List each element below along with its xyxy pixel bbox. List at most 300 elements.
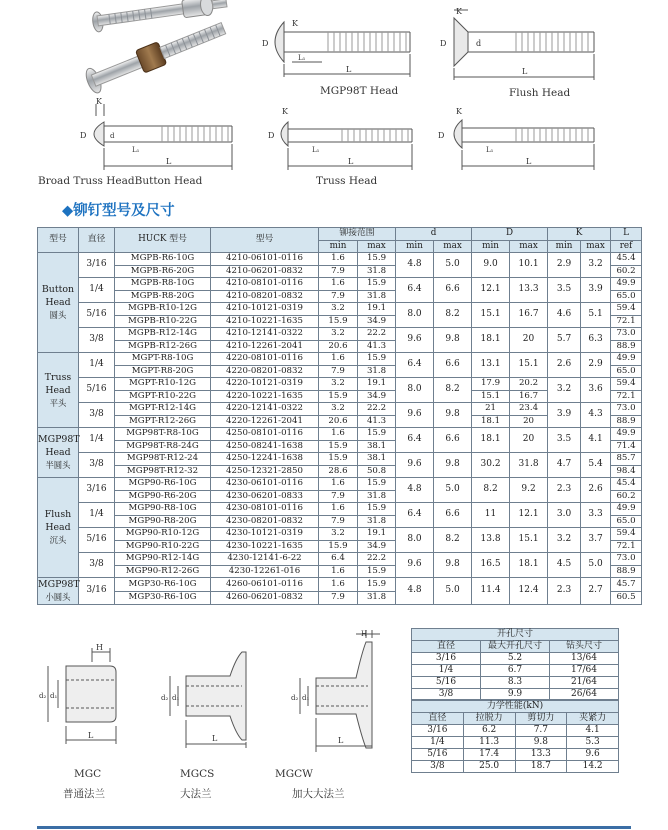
table-cell: 13/64 xyxy=(550,652,619,664)
mgcs-dim-d1: d₁ xyxy=(172,694,180,702)
truss-dim-L1-label: L₁ xyxy=(312,146,320,154)
d-max-cell: 8.2 xyxy=(434,303,472,328)
hole-header-dia: 直径 xyxy=(412,640,481,652)
K-max-cell: 3.6 xyxy=(581,378,611,403)
grip-min-cell: 1.6 xyxy=(319,253,358,266)
grip-max-cell: 15.9 xyxy=(358,565,396,578)
L-ref-cell: 45.7 xyxy=(611,578,642,592)
d-max-cell: 8.2 xyxy=(434,378,472,403)
table-row xyxy=(38,278,642,291)
huck-cell: MGPT-R10-22G xyxy=(115,390,211,403)
d-max-cell: 6.6 xyxy=(434,428,472,453)
header-L: L xyxy=(611,228,642,241)
d-min-cell: 4.8 xyxy=(396,478,434,503)
model-cell: 4210-10221-1635 xyxy=(211,315,319,328)
L-ref-cell: 59.4 xyxy=(611,528,642,541)
huck-cell: MGP90-R8-20G xyxy=(115,515,211,528)
model-cell: 4210-12141-0322 xyxy=(211,328,319,341)
huck-cell: MGP98T-R12-32 xyxy=(115,465,211,478)
K-min-cell: 3.9 xyxy=(548,403,581,428)
flush-dim-D-label: D xyxy=(440,39,447,48)
grip-min-cell: 7.9 xyxy=(319,490,358,503)
model-cell: 4220-08101-0116 xyxy=(211,353,319,366)
D-max-cell: 20 xyxy=(510,328,548,353)
mech-header-clamp: 夹紧力 xyxy=(567,713,619,725)
group-name-cell xyxy=(38,353,79,428)
grip-min-cell: 3.2 xyxy=(319,403,358,416)
broad-dim-D-label: D xyxy=(80,131,87,140)
mgc-dim-d2: d₂ xyxy=(39,692,47,700)
table-row xyxy=(38,503,642,516)
d-min-cell: 6.4 xyxy=(396,503,434,528)
broad-dim-d-label: d xyxy=(110,132,115,140)
flush-dim-L-label: L xyxy=(522,67,528,76)
header-D-max: max xyxy=(510,240,548,253)
table-cell: 25.0 xyxy=(463,760,515,772)
button-dim-L-label: L xyxy=(526,157,532,166)
table-cell: 1/4 xyxy=(412,664,481,676)
grip-min-cell: 7.9 xyxy=(319,290,358,303)
model-cell: 4250-12241-1638 xyxy=(211,453,319,466)
D-min-cell: 18.1 xyxy=(472,328,510,353)
D-min-cell: 13.8 xyxy=(472,528,510,553)
group-cn: 平头 xyxy=(49,397,67,408)
huck-cell: MGP30-R6-10G xyxy=(115,578,211,592)
group-name: MGP98T xyxy=(38,579,80,590)
rivet-spec-body xyxy=(38,253,642,605)
truss-head-drawing xyxy=(262,102,422,174)
header-grip-min: min xyxy=(319,240,358,253)
mgp98t-head-drawing xyxy=(262,2,432,84)
dim-K-label: K xyxy=(292,19,298,28)
diameter-cell: 3/16 xyxy=(79,253,115,278)
diameter-cell: 3/8 xyxy=(79,328,115,353)
d-max-cell: 6.6 xyxy=(434,503,472,528)
broad-dim-L-label: L xyxy=(166,157,172,166)
K-max-cell: 5.0 xyxy=(581,553,611,578)
d-max-cell: 5.0 xyxy=(434,478,472,503)
model-cell: 4260-06201-0832 xyxy=(211,591,319,605)
mgc-dim-d1: d₁ xyxy=(50,692,58,700)
model-cell: 4210-12261-2041 xyxy=(211,340,319,353)
header-d-min: min xyxy=(396,240,434,253)
mech-table-title: 力学性能(kN) xyxy=(412,701,619,713)
button-head-drawing xyxy=(436,102,606,174)
L-ref-cell: 72.1 xyxy=(611,390,642,403)
grip-min-cell: 1.6 xyxy=(319,578,358,592)
mgcw-dim-L: L xyxy=(338,736,344,745)
huck-cell: MGP90-R10-22G xyxy=(115,540,211,553)
mgcw-dim-d2: d₂ xyxy=(291,694,299,702)
d-min-cell: 6.4 xyxy=(396,353,434,378)
grip-min-cell: 15.9 xyxy=(319,453,358,466)
L-ref-cell: 88.9 xyxy=(611,415,642,428)
model-cell: 4210-08201-0832 xyxy=(211,290,319,303)
D-max-cell: 16.7 xyxy=(510,303,548,328)
d-min-cell: 8.0 xyxy=(396,303,434,328)
D-max-cell: 15.1 xyxy=(510,528,548,553)
flush-dim-K-label: K xyxy=(456,7,462,16)
header-model: 型号 xyxy=(211,228,319,253)
grip-min-cell: 7.9 xyxy=(319,591,358,605)
dim-L-label: L xyxy=(346,65,352,74)
L-ref-cell: 85.7 xyxy=(611,453,642,466)
d-min-cell: 9.6 xyxy=(396,403,434,428)
huck-cell: MGPT-R8-20G xyxy=(115,365,211,378)
D-min-cell: 12.1 xyxy=(472,278,510,303)
table-cell: 6.7 xyxy=(481,664,550,676)
table-cell: 17/64 xyxy=(550,664,619,676)
mech-table-body xyxy=(412,725,619,773)
D-max-cell: 12.4 xyxy=(510,578,548,605)
model-cell: 4230-06101-0116 xyxy=(211,478,319,491)
truss-dim-D-label: D xyxy=(268,131,275,140)
model-cell: 4220-08201-0832 xyxy=(211,365,319,378)
L-ref-cell: 88.9 xyxy=(611,340,642,353)
grip-min-cell: 1.6 xyxy=(319,428,358,441)
model-cell: 4230-08101-0116 xyxy=(211,503,319,516)
table-cell: 9.8 xyxy=(515,737,567,749)
D-min-cell: 13.1 xyxy=(472,353,510,378)
table-cell: 3/8 xyxy=(412,688,481,700)
L-ref-cell: 98.4 xyxy=(611,465,642,478)
button-dim-K-label: K xyxy=(456,107,462,116)
huck-cell: MGP90-R6-10G xyxy=(115,478,211,491)
huck-cell: MGP98T-R12-24 xyxy=(115,453,211,466)
table-row xyxy=(38,578,642,592)
grip-max-cell: 15.9 xyxy=(358,278,396,291)
D-max-cell: 13.3 xyxy=(510,278,548,303)
flush-head-caption: Flush Head xyxy=(509,87,571,99)
D-max-cell: 18.1 xyxy=(510,553,548,578)
truss-dim-K-label: K xyxy=(282,107,288,116)
K-max-cell: 4.3 xyxy=(581,403,611,428)
table-row xyxy=(412,760,619,772)
D-min-cell: 18.1 xyxy=(472,415,510,428)
model-cell: 4250-12321-2850 xyxy=(211,465,319,478)
model-cell: 4260-06101-0116 xyxy=(211,578,319,592)
button-dim-D-label: D xyxy=(438,131,445,140)
grip-min-cell: 1.6 xyxy=(319,503,358,516)
huck-cell: MGPB-R12-26G xyxy=(115,340,211,353)
L-ref-cell: 49.9 xyxy=(611,278,642,291)
grip-min-cell: 1.6 xyxy=(319,565,358,578)
huck-cell: MGPB-R8-20G xyxy=(115,290,211,303)
L-ref-cell: 72.1 xyxy=(611,315,642,328)
D-max-cell: 31.8 xyxy=(510,453,548,478)
mgp98t-head-caption: MGP98T Head xyxy=(320,85,399,97)
group-name2: Head xyxy=(45,384,71,396)
grip-max-cell: 31.8 xyxy=(358,365,396,378)
table-cell: 11.3 xyxy=(463,737,515,749)
L-ref-cell: 60.2 xyxy=(611,265,642,278)
header-K-max: max xyxy=(581,240,611,253)
L-ref-cell: 59.4 xyxy=(611,378,642,391)
mgcs-name: 大法兰 xyxy=(180,788,212,800)
d-max-cell: 6.6 xyxy=(434,278,472,303)
header-grip-range: 铆接范围 xyxy=(319,228,396,241)
dim-L1-label: L₁ xyxy=(298,54,306,62)
grip-min-cell: 3.2 xyxy=(319,528,358,541)
diameter-cell: 3/8 xyxy=(79,403,115,428)
header-K: K xyxy=(548,228,611,241)
grip-max-cell: 41.3 xyxy=(358,415,396,428)
d-min-cell: 9.6 xyxy=(396,453,434,478)
D-max-cell: 15.1 xyxy=(510,353,548,378)
grip-max-cell: 22.2 xyxy=(358,328,396,341)
table-cell: 18.7 xyxy=(515,760,567,772)
model-cell: 4220-12141-0322 xyxy=(211,403,319,416)
grip-max-cell: 22.2 xyxy=(358,403,396,416)
d-max-cell: 6.6 xyxy=(434,353,472,378)
huck-cell: MGPB-R12-14G xyxy=(115,328,211,341)
D-min-cell: 30.2 xyxy=(472,453,510,478)
D-min-cell: 15.1 xyxy=(472,390,510,403)
K-min-cell: 2.9 xyxy=(548,253,581,278)
grip-min-cell: 3.2 xyxy=(319,378,358,391)
grip-max-cell: 31.8 xyxy=(358,591,396,605)
table-row xyxy=(38,453,642,466)
grip-min-cell: 7.9 xyxy=(319,365,358,378)
grip-max-cell: 15.9 xyxy=(358,578,396,592)
grip-max-cell: 31.8 xyxy=(358,290,396,303)
diameter-cell: 5/16 xyxy=(79,528,115,553)
grip-min-cell: 3.2 xyxy=(319,303,358,316)
model-cell: 4220-12261-2041 xyxy=(211,415,319,428)
table-row xyxy=(38,303,642,316)
huck-cell: MGP98T-R8-10G xyxy=(115,428,211,441)
model-cell: 4210-06101-0116 xyxy=(211,253,319,266)
group-name: Button xyxy=(41,284,75,295)
diameter-cell: 5/16 xyxy=(79,303,115,328)
model-cell: 4210-10121-0319 xyxy=(211,303,319,316)
D-min-cell: 9.0 xyxy=(472,253,510,278)
grip-max-cell: 31.8 xyxy=(358,515,396,528)
mechanical-table xyxy=(411,700,619,772)
huck-cell: MGPB-R8-10G xyxy=(115,278,211,291)
button-dim-L1-label: L₁ xyxy=(486,146,494,154)
table-cell: 17.4 xyxy=(463,749,515,761)
table-cell: 5/16 xyxy=(412,749,464,761)
group-name-cell xyxy=(38,478,79,578)
huck-cell: MGP30-R6-10G xyxy=(115,591,211,605)
table-row xyxy=(38,428,642,441)
grip-max-cell: 38.1 xyxy=(358,453,396,466)
header-D-min: min xyxy=(472,240,510,253)
table-row xyxy=(412,737,619,749)
mgcs-dim-d2: d₂ xyxy=(161,694,169,702)
diameter-cell: 3/8 xyxy=(79,453,115,478)
d-max-cell: 5.0 xyxy=(434,578,472,605)
grip-min-cell: 15.9 xyxy=(319,390,358,403)
header-diameter: 直径 xyxy=(79,228,115,253)
table-row xyxy=(38,553,642,566)
table-row xyxy=(412,688,619,700)
group-cn: 圆头 xyxy=(49,310,67,320)
flush-dim-d-label: d xyxy=(476,39,482,48)
huck-cell: MGPT-R12-14G xyxy=(115,403,211,416)
grip-min-cell: 28.6 xyxy=(319,465,358,478)
huck-cell: MGP98T-R8-24G xyxy=(115,440,211,453)
D-max-cell: 23.4 xyxy=(510,403,548,416)
grip-min-cell: 1.6 xyxy=(319,278,358,291)
table-cell: 4.1 xyxy=(567,725,619,737)
header-L-ref: ref xyxy=(611,240,642,253)
group-cn: 沉头 xyxy=(49,535,67,545)
K-max-cell: 3.3 xyxy=(581,503,611,528)
d-min-cell: 9.6 xyxy=(396,553,434,578)
grip-max-cell: 50.8 xyxy=(358,465,396,478)
model-cell: 4250-08241-1638 xyxy=(211,440,319,453)
table-row xyxy=(412,725,619,737)
d-max-cell: 9.8 xyxy=(434,403,472,428)
rivet-spec-table xyxy=(37,227,642,605)
table-cell: 6.2 xyxy=(463,725,515,737)
K-min-cell: 4.6 xyxy=(548,303,581,328)
K-max-cell: 6.3 xyxy=(581,328,611,353)
hole-table-title: 开孔尺寸 xyxy=(412,629,619,641)
mech-header-shear: 剪切力 xyxy=(515,713,567,725)
grip-min-cell: 3.2 xyxy=(319,328,358,341)
D-min-cell: 11.4 xyxy=(472,578,510,605)
D-min-cell: 16.5 xyxy=(472,553,510,578)
D-max-cell: 10.1 xyxy=(510,253,548,278)
diameter-cell: 1/4 xyxy=(79,278,115,303)
table-row xyxy=(38,478,642,491)
mgc-dim-H: H xyxy=(96,643,103,652)
huck-cell: MGPT-R12-26G xyxy=(115,415,211,428)
group-name2: Head xyxy=(45,297,71,308)
K-max-cell: 5.1 xyxy=(581,303,611,328)
broad-dim-K-label: K xyxy=(96,97,102,106)
huck-cell: MGPB-R10-12G xyxy=(115,303,211,316)
truss-dim-L-label: L xyxy=(348,157,354,166)
broad-truss-head-caption: Broad Truss HeadButton Head xyxy=(38,175,203,187)
model-cell: 4230-06201-0833 xyxy=(211,490,319,503)
table-row xyxy=(412,664,619,676)
K-min-cell: 4.7 xyxy=(548,453,581,478)
grip-max-cell: 34.9 xyxy=(358,315,396,328)
grip-min-cell: 7.9 xyxy=(319,515,358,528)
L-ref-cell: 49.9 xyxy=(611,428,642,441)
table-cell: 26/64 xyxy=(550,688,619,700)
table-cell: 5.3 xyxy=(567,737,619,749)
D-max-cell: 20.2 xyxy=(510,378,548,391)
K-max-cell: 5.4 xyxy=(581,453,611,478)
K-max-cell: 2.6 xyxy=(581,478,611,503)
diameter-cell: 5/16 xyxy=(79,378,115,403)
grip-min-cell: 20.6 xyxy=(319,415,358,428)
K-min-cell: 3.0 xyxy=(548,503,581,528)
diameter-cell: 3/16 xyxy=(79,478,115,503)
table-cell: 14.2 xyxy=(567,760,619,772)
group-name: MGP98T xyxy=(38,434,80,445)
K-min-cell: 2.6 xyxy=(548,353,581,378)
table-cell: 3/16 xyxy=(412,652,481,664)
header-d: d xyxy=(396,228,472,241)
group-name-cell xyxy=(38,428,79,478)
table-cell: 21/64 xyxy=(550,676,619,688)
d-max-cell: 8.2 xyxy=(434,528,472,553)
model-cell: 4220-10121-0319 xyxy=(211,378,319,391)
grip-max-cell: 15.9 xyxy=(358,428,396,441)
d-min-cell: 8.0 xyxy=(396,378,434,403)
L-ref-cell: 60.2 xyxy=(611,490,642,503)
D-min-cell: 17.9 xyxy=(472,378,510,391)
group-name-cell xyxy=(38,578,79,605)
huck-cell: MGP90-R6-20G xyxy=(115,490,211,503)
mgc-collar-drawing xyxy=(36,640,136,760)
d-max-cell: 5.0 xyxy=(434,253,472,278)
K-max-cell: 2.9 xyxy=(581,353,611,378)
diameter-cell: 3/8 xyxy=(79,553,115,578)
grip-max-cell: 22.2 xyxy=(358,553,396,566)
diameter-cell: 1/4 xyxy=(79,503,115,528)
table-row xyxy=(38,353,642,366)
table-cell: 7.7 xyxy=(515,725,567,737)
table-row xyxy=(38,253,642,266)
L-ref-cell: 73.0 xyxy=(611,553,642,566)
side-tables xyxy=(411,628,619,773)
model-cell: 4220-10221-1635 xyxy=(211,390,319,403)
group-cn: 半圆头 xyxy=(45,460,71,470)
d-min-cell: 4.8 xyxy=(396,578,434,605)
L-ref-cell: 65.0 xyxy=(611,290,642,303)
flush-head-drawing xyxy=(436,2,606,86)
K-min-cell: 2.3 xyxy=(548,578,581,605)
table-cell: 9.9 xyxy=(481,688,550,700)
L-ref-cell: 60.5 xyxy=(611,591,642,605)
header-grip-max: max xyxy=(358,240,396,253)
grip-max-cell: 41.3 xyxy=(358,340,396,353)
huck-cell: MGP90-R12-26G xyxy=(115,565,211,578)
group-name-cell xyxy=(38,253,79,353)
group-name2: Head xyxy=(45,522,71,533)
D-min-cell: 18.1 xyxy=(472,428,510,453)
diameter-cell: 1/4 xyxy=(79,428,115,453)
header-type: 型号 xyxy=(38,228,79,253)
mgcw-dim-H: H xyxy=(361,630,368,638)
L-ref-cell: 72.1 xyxy=(611,540,642,553)
table-cell: 1/4 xyxy=(412,737,464,749)
L-ref-cell: 45.4 xyxy=(611,253,642,266)
hole-size-table xyxy=(411,628,619,700)
L-ref-cell: 73.0 xyxy=(611,328,642,341)
huck-cell: MGPB-R6-10G xyxy=(115,253,211,266)
group-name2: Head xyxy=(45,447,71,458)
D-max-cell: 16.7 xyxy=(510,390,548,403)
grip-max-cell: 15.9 xyxy=(358,253,396,266)
d-max-cell: 9.8 xyxy=(434,453,472,478)
table-row xyxy=(412,652,619,664)
K-min-cell: 4.5 xyxy=(548,553,581,578)
model-cell: 4250-08101-0116 xyxy=(211,428,319,441)
mech-header-pull: 拉脱力 xyxy=(463,713,515,725)
group-cn: 小圆头 xyxy=(45,592,71,602)
table-row xyxy=(38,378,642,391)
diameter-cell: 1/4 xyxy=(79,353,115,378)
model-cell: 4230-10221-1635 xyxy=(211,540,319,553)
hole-header-drill: 钻头尺寸 xyxy=(550,640,619,652)
grip-min-cell: 15.9 xyxy=(319,540,358,553)
K-min-cell: 5.7 xyxy=(548,328,581,353)
mgc-name: 普通法兰 xyxy=(63,788,105,800)
D-min-cell: 11 xyxy=(472,503,510,528)
header-huck: HUCK 型号 xyxy=(115,228,211,253)
d-max-cell: 9.8 xyxy=(434,328,472,353)
K-max-cell: 4.1 xyxy=(581,428,611,453)
table-cell: 5/16 xyxy=(412,676,481,688)
